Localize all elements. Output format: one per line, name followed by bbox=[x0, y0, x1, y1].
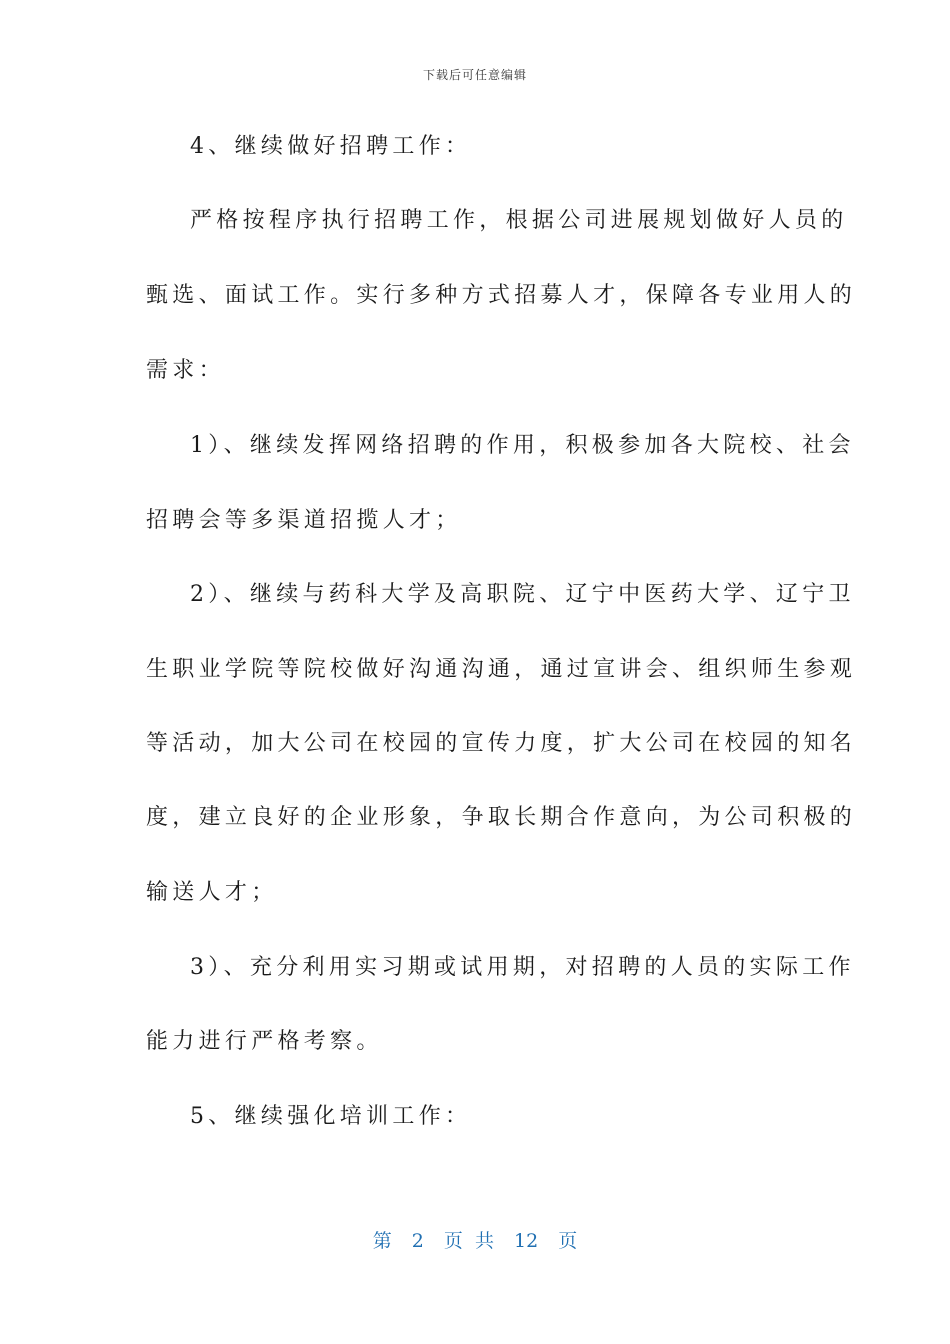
paragraph-line: 需求： bbox=[146, 358, 225, 383]
list-item-line: 3）、充分利用实习期或试用期，对招聘的人员的实际工作 bbox=[190, 955, 855, 980]
footer-total-pages: 12 bbox=[514, 1230, 539, 1252]
paragraph-line: 严格按程序执行招聘工作，根据公司进展规划做好人员的 bbox=[190, 208, 848, 233]
list-item-line: 输送人才； bbox=[146, 880, 278, 905]
footer-middle: 页 共 bbox=[443, 1230, 494, 1252]
list-item-line: 能力进行严格考察。 bbox=[146, 1029, 383, 1054]
paragraph-line: 甄选、面试工作。实行多种方式招募人才，保障各专业用人的 bbox=[146, 283, 857, 308]
section-heading-training: 5、继续强化培训工作： bbox=[190, 1104, 472, 1129]
footer-prefix: 第 bbox=[372, 1230, 392, 1252]
list-item-line: 等活动，加大公司在校园的宣传力度，扩大公司在校园的知名 bbox=[146, 731, 857, 756]
list-item-line: 2）、继续与药科大学及高职院、辽宁中医药大学、辽宁卫 bbox=[190, 582, 855, 607]
footer-page-number: 2 bbox=[411, 1230, 424, 1252]
section-heading-recruitment: 4、继续做好招聘工作： bbox=[190, 134, 472, 159]
footer-suffix: 页 bbox=[558, 1230, 578, 1252]
list-item-line: 生职业学院等院校做好沟通沟通，通过宣讲会、组织师生参观 bbox=[146, 657, 857, 682]
list-item-line: 度，建立良好的企业形象，争取长期合作意向，为公司积极的 bbox=[146, 805, 857, 830]
page-footer bbox=[0, 1226, 950, 1253]
list-item-line: 招聘会等多渠道招揽人才； bbox=[146, 508, 462, 533]
header-note: 下载后可任意编辑 bbox=[422, 68, 527, 82]
list-item-line: 1）、继续发挥网络招聘的作用，积极参加各大院校、社会 bbox=[190, 433, 855, 458]
